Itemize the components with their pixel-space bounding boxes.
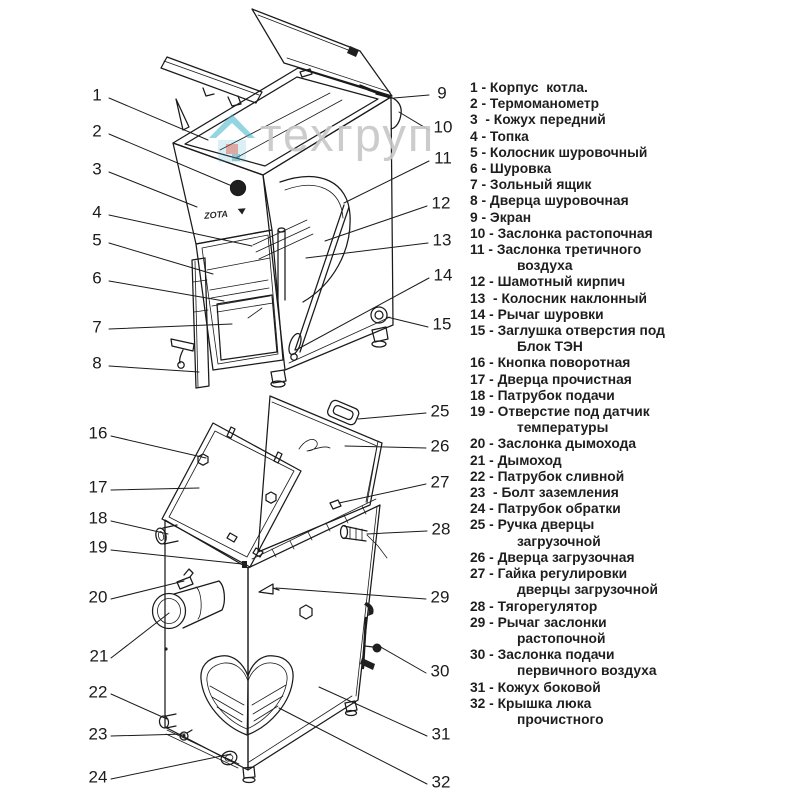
return-pipe (166, 730, 239, 768)
stoking-grate (210, 280, 270, 306)
legend-line: 10 - Заслонка растопочная (470, 225, 653, 241)
callout-number-29: 29 (430, 587, 450, 607)
legend-line: 23 - Болт заземления (470, 485, 619, 501)
legend-line: 7 - Зольный ящик (470, 177, 592, 193)
legend-line: 30 - Заслонка подачи (470, 647, 615, 663)
door-script-logo (299, 439, 330, 451)
top-view-drawing (161, 9, 401, 388)
legend-item (470, 177, 796, 193)
legend-line: воздуха (517, 258, 573, 274)
callout-number-19: 19 (88, 537, 108, 557)
callout-number-15: 15 (432, 314, 452, 334)
legend-item (470, 388, 796, 404)
legend-item (470, 680, 796, 696)
legend-line: 24 - Патрубок обратки (470, 501, 621, 517)
callout-number-22: 22 (88, 682, 108, 702)
rear-body (164, 499, 380, 770)
callout-number-18: 18 (88, 508, 108, 528)
callout-number-23: 23 (88, 724, 108, 744)
callout-number-16: 16 (88, 423, 108, 443)
sensor-hole (242, 561, 247, 568)
legend-line: 26 - Дверца загрузочная (470, 549, 635, 565)
legend-item (470, 372, 796, 388)
legend-line: дверцы загрузочной (517, 582, 658, 598)
legend-item (470, 80, 796, 96)
callout-number-11: 11 (434, 148, 452, 168)
watermark-text: техгруп (260, 108, 436, 161)
chimney (153, 569, 225, 629)
brand-logo-text: ZOTA (203, 208, 229, 221)
legend-line: 11 - Заслонка третичного (470, 242, 642, 258)
legend-line: 1 - Корпус котла. (470, 80, 588, 95)
legend-item (470, 696, 796, 728)
legend-line: температуры (517, 420, 609, 436)
callout-number-26: 26 (430, 436, 450, 456)
legend-line: 17 - Дверца прочистная (470, 371, 632, 387)
side-casing (248, 505, 380, 770)
heater-plug (371, 307, 387, 323)
legend-line: 8 - Дверца шуровочная (470, 193, 629, 209)
legend-line: 12 - Шамотный кирпич (470, 274, 626, 290)
legend-line: растопочной (517, 630, 606, 646)
legend-line: 32 - Крышка люка (470, 695, 592, 711)
legend-line: 9 - Экран (470, 209, 532, 225)
callout-number-12: 12 (431, 193, 451, 213)
callout-number-7: 7 (92, 317, 102, 337)
callout-number-20: 20 (88, 587, 108, 607)
leader-lines (109, 95, 429, 784)
legend-line: 20 - Заслонка дымохода (470, 436, 637, 452)
legend-item (470, 112, 796, 128)
callout-number-14: 14 (433, 265, 453, 285)
legend-item (470, 436, 796, 452)
callout-number-6: 6 (92, 268, 102, 288)
callout-number-21: 21 (89, 646, 109, 666)
callout-number-28: 28 (431, 519, 451, 539)
legend-item (470, 226, 796, 242)
legend-item (470, 210, 796, 226)
boiler-body (173, 97, 393, 370)
legend-line: 21 - Дымоход (470, 452, 562, 468)
legend-item (470, 404, 796, 436)
legend-item (470, 355, 796, 371)
legend-item (470, 242, 796, 274)
adjusting-nut (330, 500, 341, 509)
legend-line: 4 - Топка (470, 128, 529, 144)
cleanout-hatch-cover (201, 656, 293, 735)
callout-number-32: 32 (431, 772, 451, 792)
callout-number-27: 27 (430, 472, 450, 492)
legend-line: 28 - Тягорегулятор (470, 598, 598, 614)
callout-number-2: 2 (92, 121, 102, 141)
legend-item (470, 550, 796, 566)
legend-line: 27 - Гайка регулировки (470, 566, 628, 582)
hex-opening (300, 605, 312, 619)
primary-air-damper (360, 602, 382, 670)
legend-line: загрузочной (517, 533, 601, 549)
legend-line: 3 - Кожух передний (470, 112, 606, 128)
callout-number-24: 24 (88, 767, 108, 787)
brand-logo (203, 207, 247, 221)
legend-item (470, 145, 796, 161)
stoking-lever (287, 205, 349, 360)
callout-number-9: 9 (437, 83, 447, 103)
legend-item (470, 323, 796, 355)
legend-line: 13 - Колосник наклонный (470, 290, 648, 306)
legend-line: первичного воздуха (517, 663, 657, 679)
legend-line: 6 - Шуровка (470, 161, 552, 177)
callout-number-5: 5 (92, 230, 102, 250)
lid-latch (347, 46, 359, 57)
legend-item (470, 517, 796, 549)
legend-line: Блок ТЭН (517, 339, 583, 355)
boiler-legs (271, 327, 388, 387)
door-handle-crank (171, 339, 194, 368)
kindling-damper-lever (259, 584, 279, 594)
legend-item (470, 96, 796, 112)
legend-line: 5 - Колосник шуровочный (470, 144, 648, 160)
callout-number-4: 4 (92, 202, 102, 222)
parts-legend (470, 80, 796, 728)
legend-item (470, 274, 796, 290)
legend-item (470, 599, 796, 615)
loading-door (258, 396, 382, 552)
callout-number-25: 25 (430, 401, 450, 421)
legend-item (470, 291, 796, 307)
callout-number-13: 13 (432, 230, 452, 250)
callout-number-1: 1 (92, 85, 102, 105)
firebox-interior (253, 177, 350, 302)
legend-item (470, 615, 796, 647)
flue-damper (177, 577, 193, 589)
legend-line: 2 - Термоманометр (470, 96, 600, 112)
legend-item (470, 453, 796, 469)
legend-line: 29 - Рычаг заслонки (470, 614, 607, 630)
front-face (173, 143, 272, 244)
legend-item (470, 566, 796, 598)
legend-line: 16 - Кнопка поворотная (470, 355, 631, 371)
legend-line: 25 - Ручка дверцы (470, 517, 595, 533)
legend-item (470, 129, 796, 145)
callout-number-17: 17 (88, 477, 108, 497)
legend-line: 31 - Кожух боковой (470, 679, 601, 695)
turn-knob (266, 492, 276, 503)
legend-item (470, 161, 796, 177)
callout-number-8: 8 (92, 353, 102, 373)
open-front-cover-strip (161, 57, 262, 130)
legend-item (470, 501, 796, 517)
draft-regulator (341, 526, 388, 559)
callout-number-31: 31 (431, 724, 451, 744)
legend-item (470, 647, 796, 679)
legend-line: прочистного (517, 711, 604, 727)
legend-line: 19 - Отверстие под датчик (470, 404, 650, 420)
thermomanometer (231, 181, 246, 196)
legend-item (470, 307, 796, 323)
legend-item (470, 193, 796, 209)
legend-line: 18 - Патрубок подачи (470, 387, 615, 403)
ash-box (217, 295, 277, 360)
legend-item (470, 485, 796, 501)
legend-line: 22 - Патрубок сливной (470, 468, 625, 484)
supply-pipe (154, 525, 178, 545)
callout-number-3: 3 (92, 159, 102, 179)
legend-item (470, 469, 796, 485)
legend-line: 14 - Рычаг шуровки (470, 306, 604, 322)
legend-line: 15 - Заглушка отверстия под (470, 323, 665, 339)
rear-legs (243, 701, 357, 783)
callout-number-10: 10 (433, 117, 453, 137)
callout-number-30: 30 (430, 661, 450, 681)
